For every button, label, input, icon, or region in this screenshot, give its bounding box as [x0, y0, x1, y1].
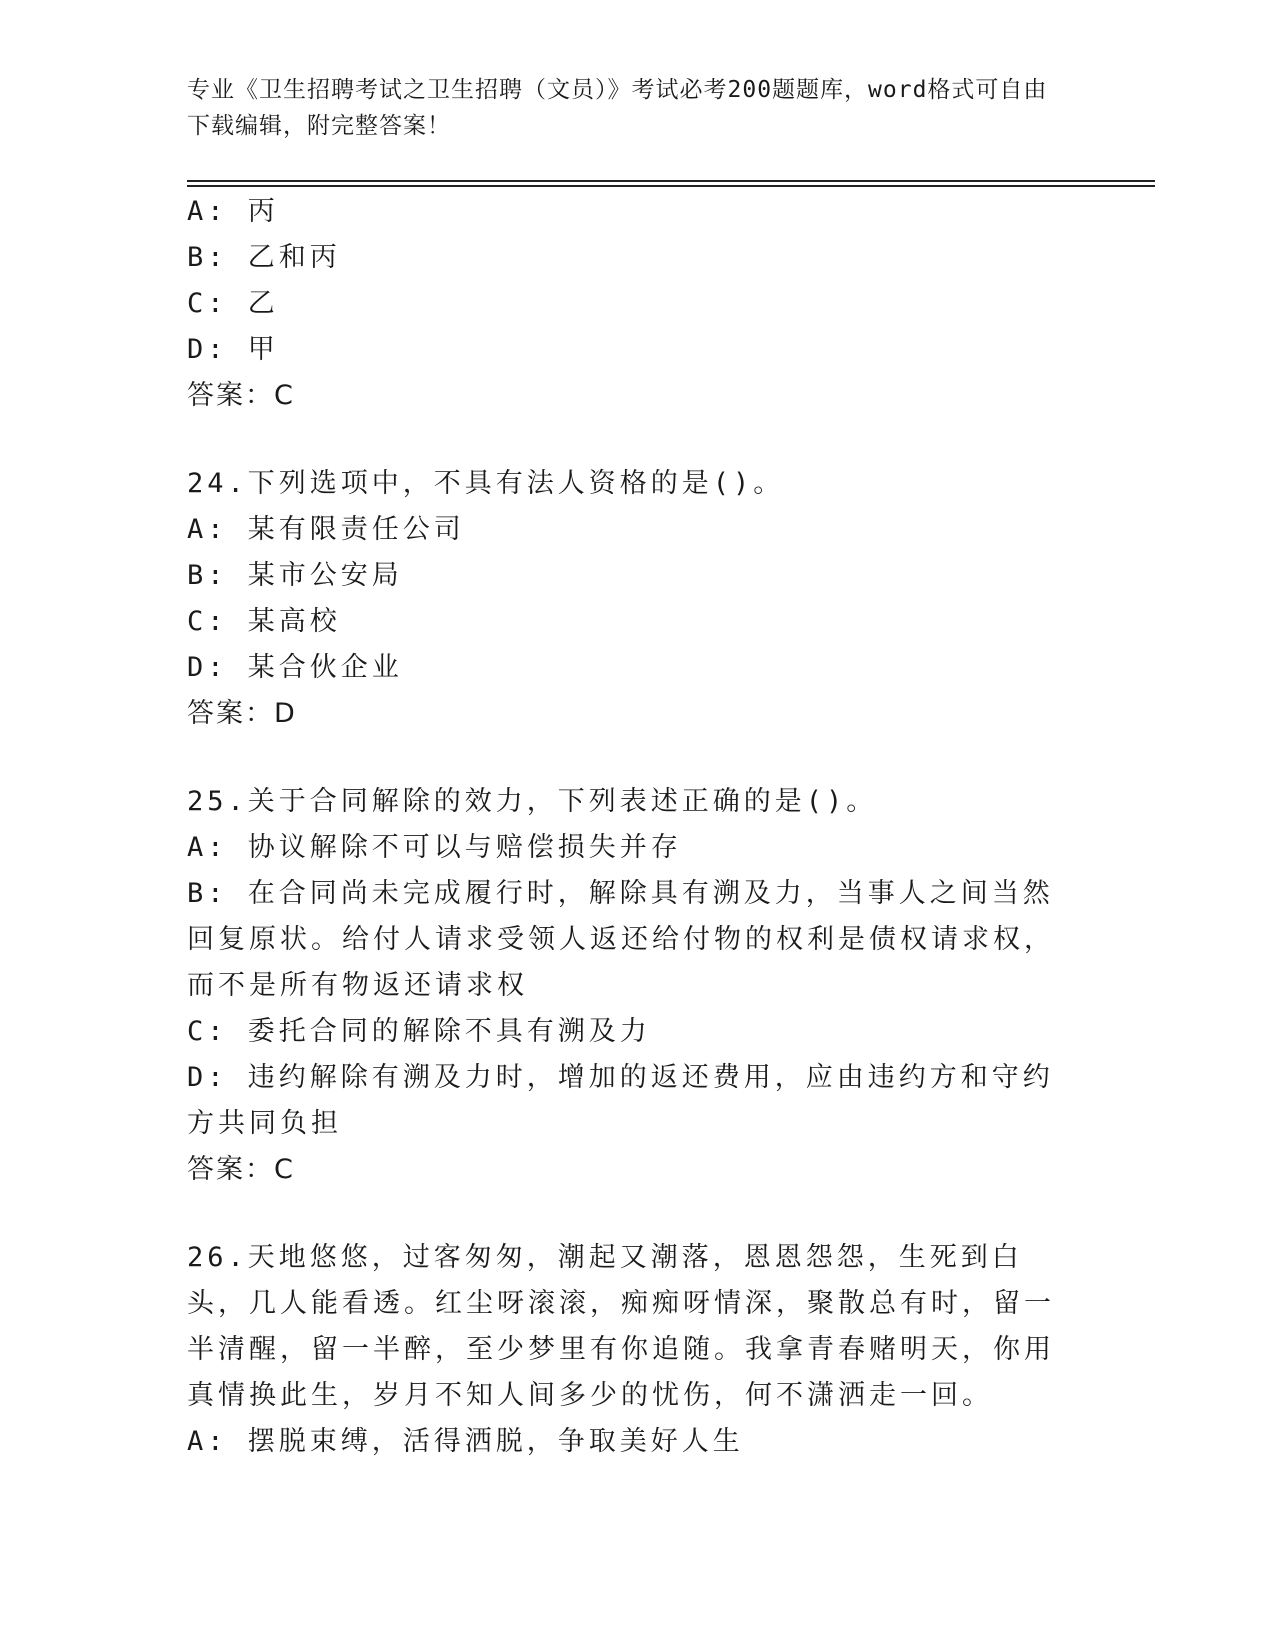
question-23-partial — [187, 189, 1077, 419]
option-d: D: 违约解除有溯及力时，增加的返还费用，应由违约方和守约方共同负担 — [187, 1062, 1054, 1139]
document-header: 专业《卫生招聘考试之卫生招聘（文员）》考试必考200题题库，word格式可自由下载编辑，附完整答案！ — [187, 77, 1048, 139]
option-a: A: 协议解除不可以与赔偿损失并存 — [187, 832, 682, 863]
answer-line: 答案：C — [187, 1154, 295, 1185]
option-a: A: 丙 — [187, 196, 279, 227]
question-stem: 24.下列选项中，不具有法人资格的是()。 — [187, 468, 785, 499]
option-a: A: 某有限责任公司 — [187, 514, 465, 545]
answer-line: 答案：D — [187, 698, 297, 729]
option-c: C: 乙 — [187, 288, 279, 319]
question-25 — [187, 779, 1077, 1193]
question-spacer — [187, 737, 1077, 779]
question-spacer — [187, 419, 1077, 461]
question-24 — [187, 461, 1077, 737]
option-b: B: 某市公安局 — [187, 560, 403, 591]
option-b: B: 在合同尚未完成履行时，解除具有溯及力，当事人之间当然回复原状。给付人请求受领人返还给付物的权利是债权请求权，而不是所有物返还请求权 — [187, 878, 1055, 1001]
option-c: C: 某高校 — [187, 606, 341, 637]
header-rule-top — [187, 180, 1155, 182]
answer-line: 答案：C — [187, 380, 295, 411]
question-stem: 26.天地悠悠，过客匆匆，潮起又潮落，恩恩怨怨，生死到白头，几人能看透。红尘呀滚滚，痴痴呀情深，聚散总有时，留一半清醒，留一半醉，至少梦里有你追随。我拿青春赌明天，你用真情换此生，岁月不知人间多少的忧伤，何不潇洒走一回。 — [187, 1242, 1055, 1411]
option-d: D: 甲 — [187, 334, 279, 365]
option-a: A: 摆脱束缚，活得洒脱，争取美好人生 — [187, 1426, 744, 1457]
question-content — [187, 189, 1077, 1465]
option-c: C: 委托合同的解除不具有溯及力 — [187, 1016, 651, 1047]
question-stem: 25.关于合同解除的效力，下列表述正确的是()。 — [187, 786, 878, 817]
header-rule-bottom — [187, 185, 1155, 187]
option-b: B: 乙和丙 — [187, 242, 341, 273]
question-spacer — [187, 1193, 1077, 1235]
option-d: D: 某合伙企业 — [187, 652, 403, 683]
question-26 — [187, 1235, 1077, 1465]
